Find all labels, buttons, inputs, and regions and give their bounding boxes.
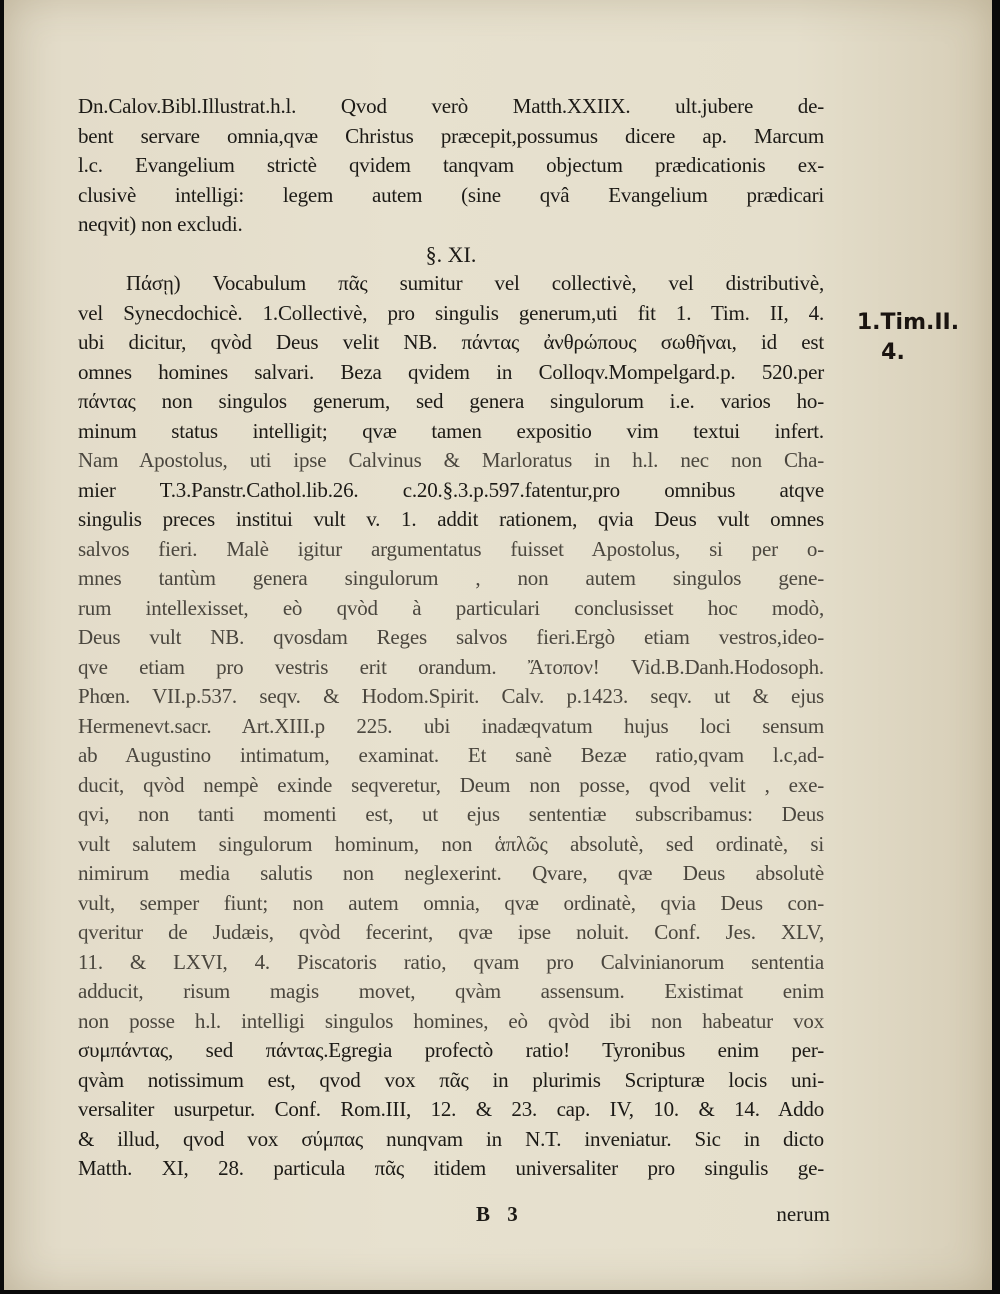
text-line: ducit, qvòd nempè exinde seqveretur, Deum non posse, qvod velit , exe- <box>78 772 824 797</box>
text-line: Nam Apostolus, uti ipse Calvinus & Marloratus in h.l. nec non Cha- <box>78 448 824 472</box>
text-line: Phœn. VII.p.537. seqv. & Hodom.Spirit. Calv. p.1423. seqv. ut & ejus <box>78 684 824 708</box>
section-heading: §. XI. <box>425 241 477 267</box>
text-line: qvàm notissimum est, qvod vox πᾶς in plurimis Scripturæ locis uni- <box>78 1067 824 1092</box>
text-line: rum intellexisset, eò qvòd à particulari conclusisset hoc modò, <box>78 595 824 620</box>
text-line: 11. & LXVI, 4. Piscatoris ratio, qvam pro Calvinianorum sententia <box>78 949 824 974</box>
text-line: qveritur de Judæis, qvòd fecerint, qvæ ipse noluit. Conf. Jes. XLV, <box>78 920 824 944</box>
text-line: ubi dicitur, qvòd Deus velit NB. πάντας ἀνθρώπους σωθῆναι, id est <box>78 330 824 354</box>
text-line: mier T.3.Panstr.Cathol.lib.26. c.20.§.3.p.597.fatentur,pro omnibus atqve <box>78 477 824 502</box>
text-line: versaliter usurpetur. Conf. Rom.III, 12. & 23. cap. IV, 10. & 14. Addo <box>78 1097 824 1121</box>
text-line: neqvit) non excludi. <box>78 212 243 236</box>
text-line: clusivè intelligi: legem autem (sine qvâ Evangelium prædicari <box>78 182 824 207</box>
text-line: qve etiam pro vestris erit orandum. Ἄτοπον! Vid.B.Danh.Hodosoph. <box>78 654 824 679</box>
text-line: adducit, risum magis movet, qvàm assensum. Existimat enim <box>78 979 824 1003</box>
text-line: πάντας non singulos generum, sed genera singulorum i.e. varios ho- <box>78 389 824 413</box>
text-line: Deus vult NB. qvosdam Reges salvos fieri.Ergò etiam vestros,ideo- <box>78 625 824 649</box>
book-page <box>4 0 992 1290</box>
text-line: nimirum media salutis non neglexerint. Qvare, qvæ Deus absolutè <box>78 861 824 885</box>
margin-note <box>838 308 978 368</box>
text-line: ab Augustino intimatum, examinat. Et sanè Bezæ ratio,qvam l.c,ad- <box>78 743 824 767</box>
text-line: salvos fieri. Malè igitur argumentatus fuisset Apostolus, si per o- <box>78 536 824 561</box>
catchword: nerum <box>776 1202 830 1226</box>
text-line: singulis preces institui vult v. 1. addit rationem, qvia Deus vult omnes <box>78 507 824 531</box>
margin-note-line: 1.Tim.II. <box>856 310 960 335</box>
text-line: Πάσῃ) Vocabulum πᾶς sumitur vel collectivè, vel distributivè, <box>126 271 824 295</box>
text-line: Dn.Calov.Bibl.Illustrat.h.l. Qvod verò Matth.XXIIX. ult.jubere de- <box>78 94 824 118</box>
margin-note-line: 4. <box>881 340 905 365</box>
text-line: mnes tantùm genera singulorum , non autem singulos gene- <box>78 566 824 590</box>
text-line: vel Synecdochicè. 1.Collectivè, pro singulis generum,uti fit 1. Tim. II, 4. <box>78 300 824 325</box>
text-line: vult, semper fiunt; non autem omnia, qvæ ordinatè, qvia Deus con- <box>78 890 824 915</box>
text-line: συμπάντας, sed πάντας.Egregia profectò ratio! Tyronibus enim per- <box>78 1038 824 1062</box>
text-block <box>78 92 824 1184</box>
text-line: omnes homines salvari. Beza qvidem in Colloqv.Mompelgard.p. 520.per <box>78 359 824 384</box>
text-line: Hermenevt.sacr. Art.XIII.p 225. ubi inadæqvatum hujus loci sensum <box>78 713 824 738</box>
signature-mark: B 3 <box>476 1202 524 1226</box>
text-line: & illud, qvod vox σύμπας nunqvam in N.T. inveniatur. Sic in dicto <box>78 1126 824 1151</box>
text-line: qvi, non tanti momenti est, ut ejus sententiæ subscribamus: Deus <box>78 802 824 826</box>
text-line: non posse h.l. intelligi singulos homines, eò qvòd ibi non habeatur vox <box>78 1008 824 1033</box>
page-footer <box>78 1202 830 1232</box>
text-line: Matth. XI, 28. particula πᾶς itidem universaliter pro singulis ge- <box>78 1156 824 1180</box>
text-line: minum status intelligit; qvæ tamen expositio vim textui infert. <box>78 418 824 443</box>
text-line: bent servare omnia,qvæ Christus præcepit,possumus dicere ap. Marcum <box>78 123 824 148</box>
text-line: l.c. Evangelium strictè qvidem tanqvam objectum prædicationis ex- <box>78 153 824 177</box>
text-line: vult salutem singulorum hominum, non ἁπλῶς absolutè, sed ordinatè, si <box>78 831 824 856</box>
